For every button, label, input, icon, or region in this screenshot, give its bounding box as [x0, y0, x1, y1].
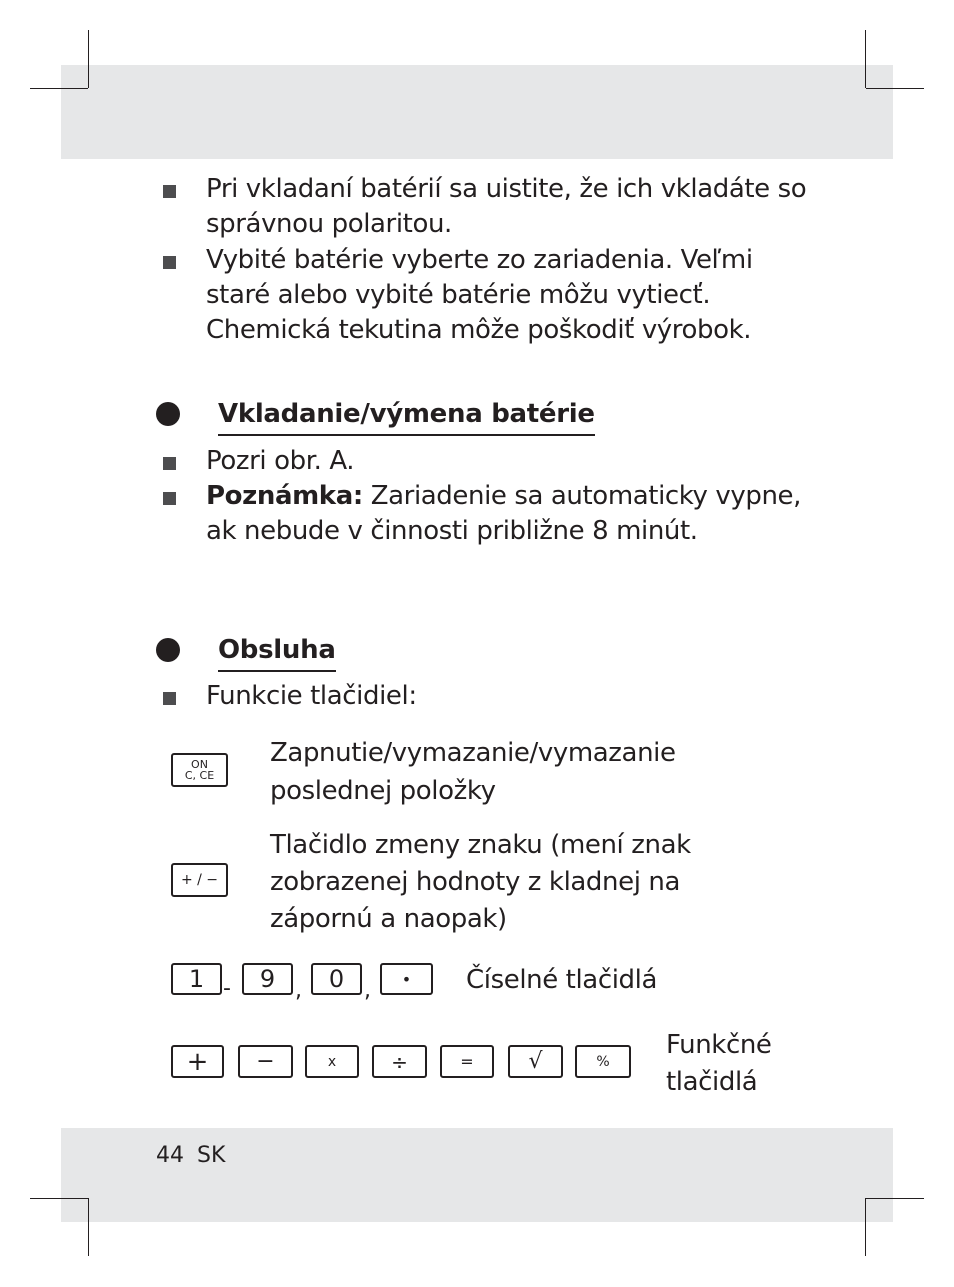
divide-key-icon [372, 1045, 427, 1078]
plus-key-icon [171, 1045, 224, 1078]
key-label-bottom: C, CE [184, 768, 215, 782]
crop-mark [88, 30, 89, 88]
section-title: Obsluha [218, 633, 336, 672]
on-clear-key-icon [171, 753, 228, 787]
comma: , [364, 978, 371, 1003]
list-item [160, 172, 807, 242]
key-label: + [186, 1046, 209, 1077]
filled-circle-icon [156, 638, 180, 662]
crop-mark [865, 1198, 866, 1256]
key-description: Tlačidlo zmeny znaku (mení znak zobrazenej hodnoty z kladnej na zápornú a naopak) [270, 830, 691, 934]
square-bullet-icon [163, 256, 176, 269]
crop-mark [30, 1198, 88, 1199]
key-label: − [256, 1048, 275, 1074]
filled-circle-icon [156, 402, 180, 426]
key-label: 0 [328, 965, 345, 993]
list-item [160, 444, 800, 479]
list-item [160, 679, 800, 714]
note-body: Zariadenie sa automaticky vypne, ak nebude v činnosti približne 8 minút. [206, 481, 801, 546]
key-label: √ [528, 1049, 543, 1074]
bullet-text: Funkcie tlačidiel: [206, 681, 417, 711]
list-item [160, 479, 800, 584]
header-band [61, 65, 893, 159]
page-footer [156, 1141, 225, 1171]
key-label: 9 [259, 965, 276, 993]
bullet-text: Pri vkladaní batérií sa uistite, že ich vkladáte so správnou polaritou. [206, 174, 807, 239]
key-label: ÷ [391, 1049, 408, 1074]
key-label: = [460, 1052, 474, 1071]
key-description-line: tlačidlá [666, 1067, 758, 1097]
square-bullet-icon [163, 692, 176, 705]
key-description: Zapnutie/vymazanie/vymazanie poslednej položky [270, 738, 676, 806]
square-bullet-icon [163, 492, 176, 505]
multiply-key-icon [305, 1045, 359, 1078]
comma: , [295, 978, 302, 1003]
percent-key-icon [575, 1045, 631, 1078]
key-label: • [401, 969, 412, 989]
note-text [206, 479, 816, 549]
section-title: Vkladanie/výmena batérie [218, 397, 595, 436]
note-label: Poznámka: [206, 481, 363, 511]
list-item [160, 243, 800, 348]
minus-key-icon [238, 1045, 293, 1078]
sign-key-icon [171, 863, 228, 897]
key-label: x [327, 1053, 337, 1070]
bullet-text: Vybité batérie vyberte zo zariadenia. Veľmi staré alebo vybité batérie môžu vytiecť. Chemická tekutina môže poškodiť výrobok. [206, 245, 753, 345]
key-label: % [596, 1053, 610, 1070]
crop-mark [866, 1198, 924, 1199]
key-description: Číselné tlačidlá [466, 965, 658, 995]
digit-1-key-icon [171, 963, 222, 995]
equals-key-icon [440, 1045, 494, 1078]
decimal-point-key-icon [380, 963, 433, 995]
key-label: 1 [188, 965, 205, 993]
page-number: 44 [156, 1143, 184, 1168]
key-description-line: Funkčné [666, 1030, 772, 1060]
crop-mark [866, 88, 924, 89]
language-code: SK [197, 1143, 226, 1168]
crop-mark [865, 30, 866, 88]
key-label: + / − [180, 872, 219, 888]
digit-9-key-icon [242, 963, 293, 995]
crop-mark [88, 1198, 89, 1256]
crop-mark [30, 88, 88, 89]
square-bullet-icon [163, 185, 176, 198]
bullet-text: Pozri obr. A. [206, 446, 355, 476]
key-label-top: ON [191, 757, 208, 771]
range-dash: - [223, 976, 231, 1001]
square-root-key-icon [508, 1045, 563, 1078]
square-bullet-icon [163, 457, 176, 470]
digit-0-key-icon [311, 963, 362, 995]
key-description [666, 1027, 806, 1101]
